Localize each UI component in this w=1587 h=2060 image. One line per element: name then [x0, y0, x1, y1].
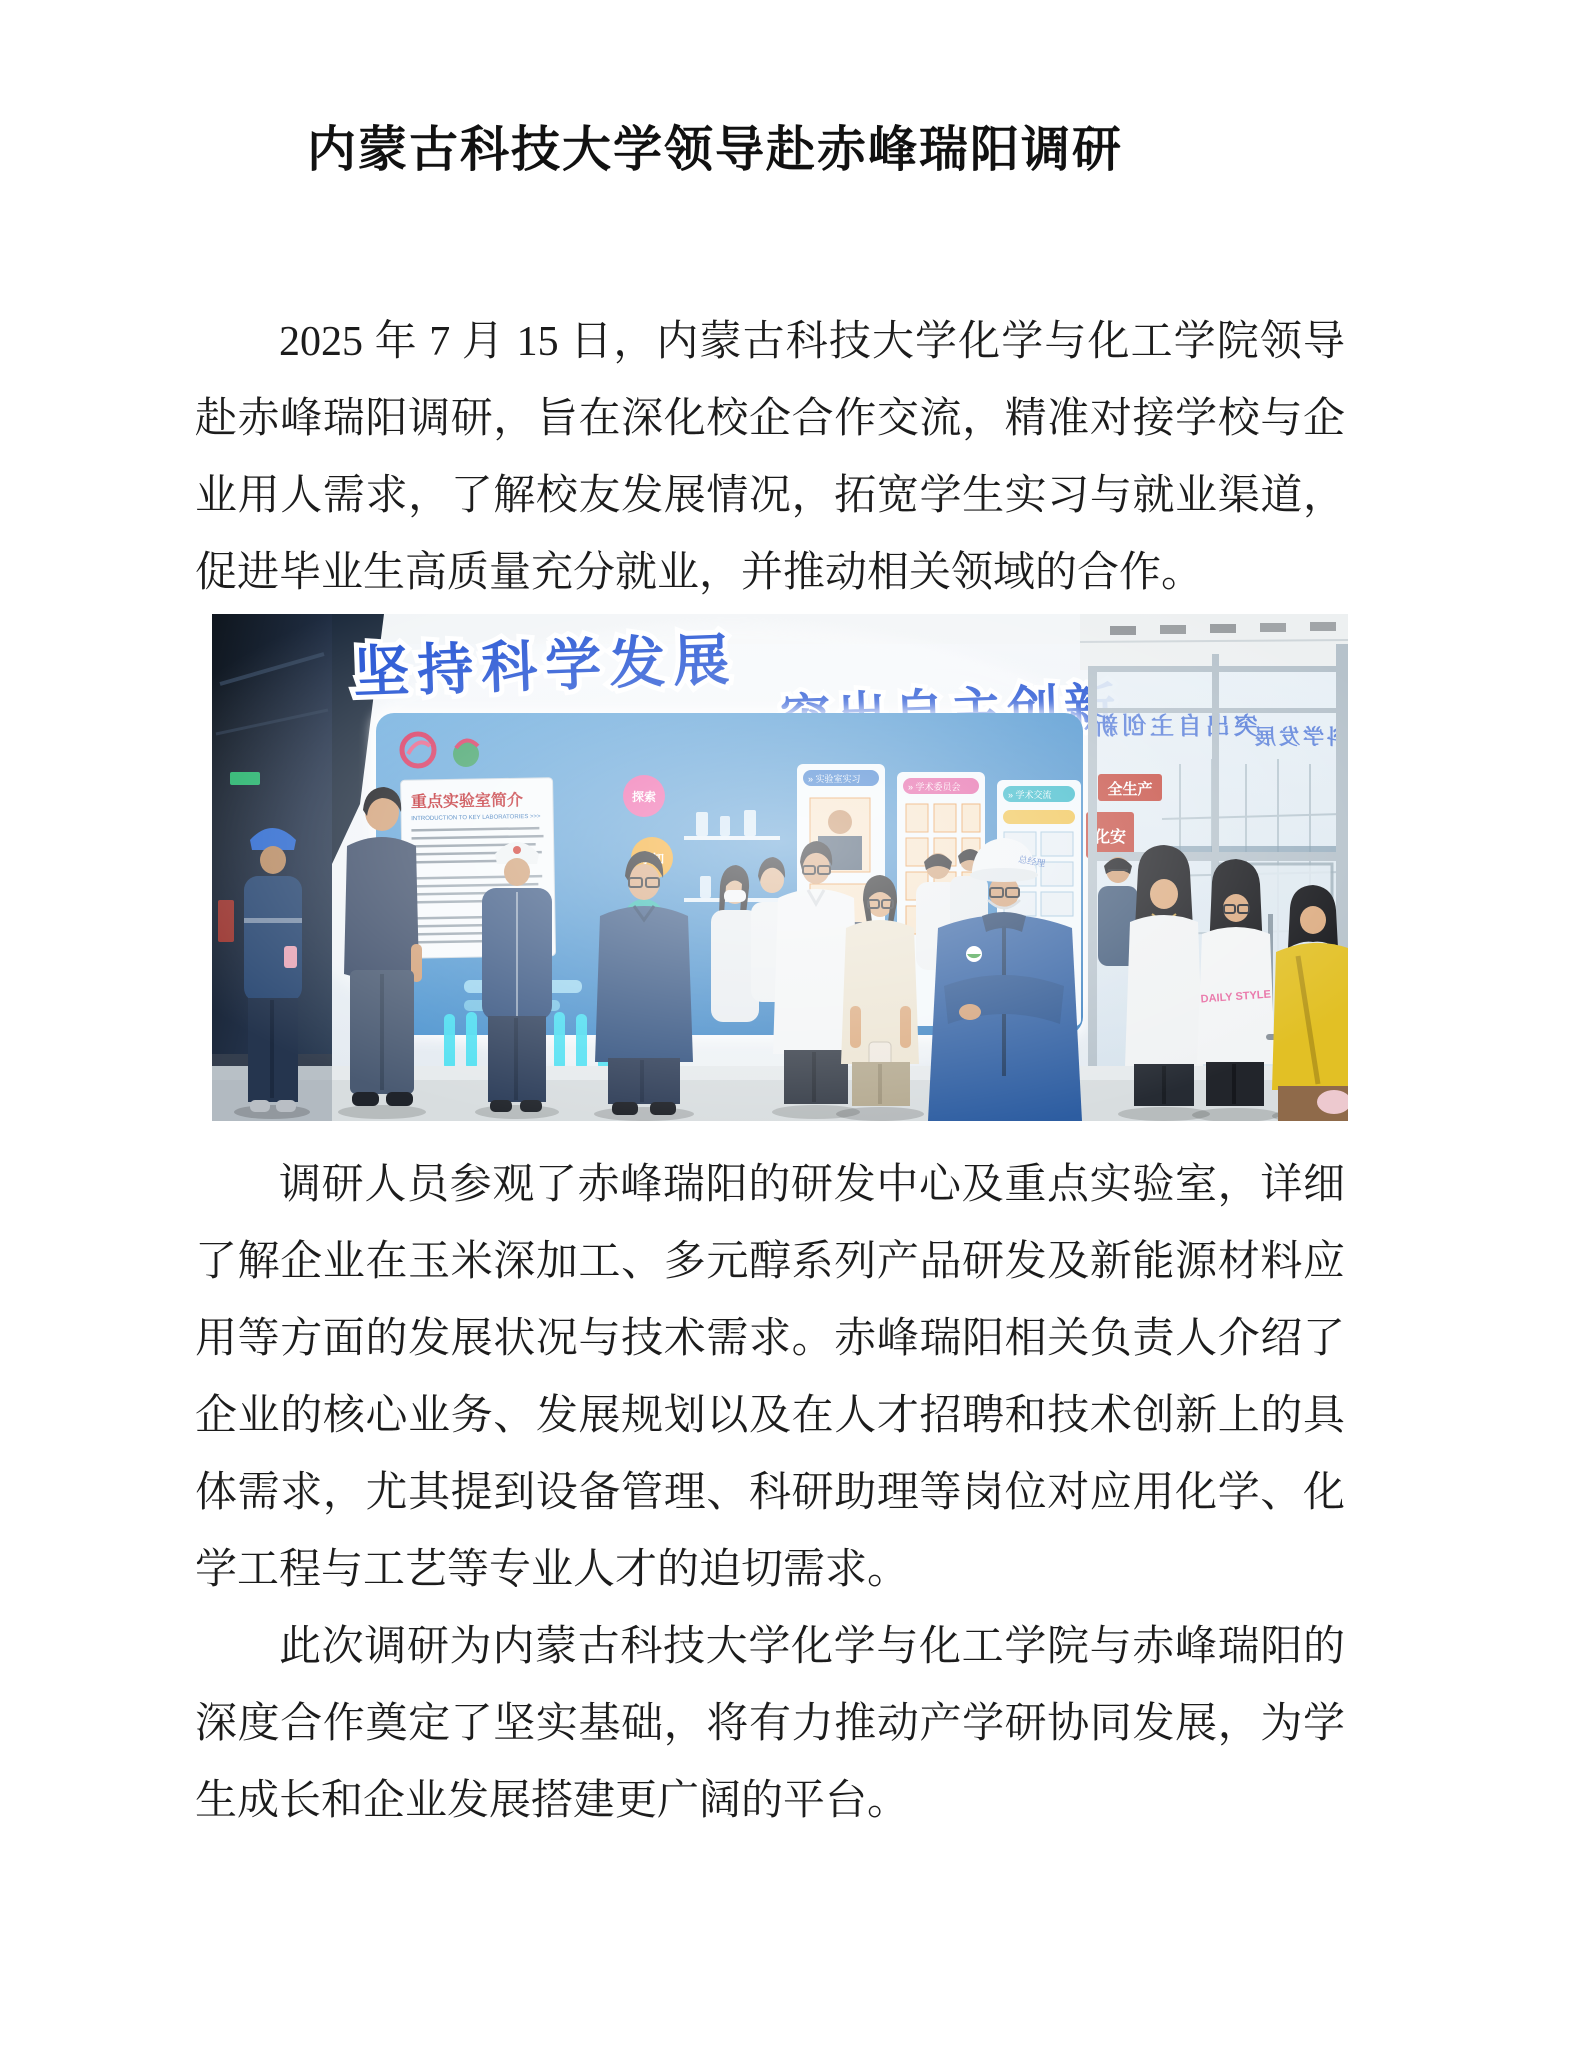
paragraph-visit-details: 调研人员参观了赤峰瑞阳的研发中心及重点实验室，详细了解企业在玉米深加工、多元醇系列产品研发及新能源材料应用等方面的发展状况与技术需求。赤峰瑞阳相关负责人介绍了企业的核心业务、发展规划以及在人才招聘和技术创新上的具体需求，尤其提到设备管理、科研助理等岗位对应用化学、化学工程与工艺等专业人才的迫切需求。 [195, 1162, 1345, 1593]
site-visit-photo [212, 614, 1348, 1121]
page-title: 内蒙古科技大学领导赴赤峰瑞阳调研 [306, 122, 1123, 177]
haze-overlay [212, 614, 1348, 1121]
paragraph-conclusion: 此次调研为内蒙古科技大学化学与化工学院与赤峰瑞阳的深度合作奠定了坚实基础，将有力推动产学研协同发展，为学生成长和企业发展搭建更广阔的平台。 [195, 1624, 1345, 1824]
paragraph-intro: 2025 年 7 月 15 日，内蒙古科技大学化学与化工学院领导赴赤峰瑞阳调研，旨在深化校企合作交流，精准对接学校与企业用人需求，了解校友发展情况，拓宽学生实习与就业渠道，促进毕业生高质量充分就业，并推动相关领域的合作。 [195, 319, 1345, 596]
document-page [0, 118, 1587, 2060]
photo-canvas [212, 614, 1348, 1121]
text-column [195, 118, 1345, 1840]
